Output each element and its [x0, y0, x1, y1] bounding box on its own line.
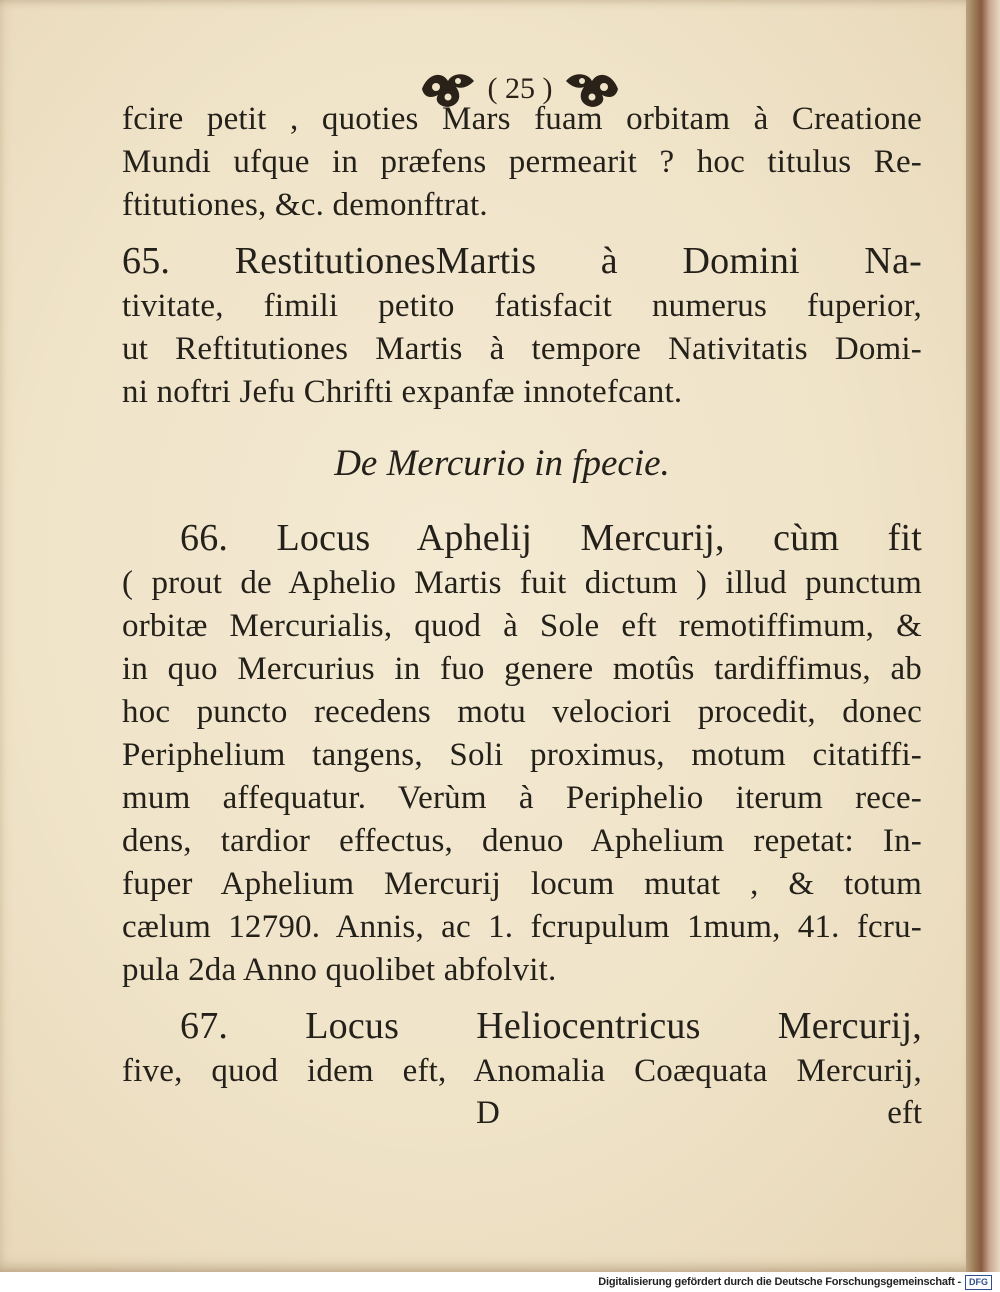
- text-line: in quo Mercurius in fuo genere motûs tardiffimus, ab: [122, 651, 922, 687]
- text-line: Mundi ufque in præfens permearit ? hoc titulus Re-: [122, 144, 922, 180]
- text-line: dens, tardior effectus, denuo Aphelium repetat: In-: [122, 823, 922, 859]
- text-line: orbitæ Mercurialis, quod à Sole eft remotiffimum, &: [122, 608, 922, 644]
- text-line: ut Reftitutiones Martis à tempore Nativitatis Domi-: [122, 331, 922, 367]
- section-65-first-line: 65. RestitutionesMartis à Domini Na-: [122, 240, 922, 282]
- text-line: ( prout de Aphelio Martis fuit dictum ) illud punctum: [122, 565, 922, 601]
- footer-credit: Digitalisierung gefördert durch die Deutsche Forschungsgemeinschaft -: [598, 1276, 961, 1288]
- dfg-logo: DFG: [965, 1275, 992, 1290]
- catchword: eft: [887, 1095, 922, 1131]
- text-line: Periphelium tangens, Soli proximus, motum citatiffi-: [122, 737, 922, 773]
- text-line: fcire petit , quoties Mars fuam orbitam à Creatione: [122, 101, 922, 137]
- signature-mark: D: [476, 1095, 500, 1131]
- text-line: mum affequatur. Verùm à Periphelio iterum rece-: [122, 780, 922, 816]
- text-line: five, quod idem eft, Anomalia Coæquata Mercurij,: [122, 1053, 922, 1089]
- text-line: pula 2da Anno quolibet abfolvit.: [122, 952, 557, 988]
- text-line: fuper Aphelium Mercurij locum mutat , & totum: [122, 866, 922, 902]
- signature-line: [122, 1093, 922, 1133]
- page-number: ( 25 ): [487, 72, 553, 105]
- text-line: hoc puncto recedens motu velociori procedit, donec: [122, 694, 922, 730]
- text-line: cælum 12790. Annis, ac 1. fcrupulum 1mum, 41. fcru-: [122, 909, 922, 945]
- section-67-first-line: 67. Locus Heliocentricus Mercurij,: [180, 1005, 922, 1047]
- section-66-first-line: 66. Locus Aphelij Mercurij, cùm fit: [180, 517, 922, 559]
- text-line: ftitutiones, &c. demonftrat.: [122, 187, 488, 223]
- footer-bar: [0, 1272, 1000, 1292]
- section-heading: De Mercurio in fpecie.: [334, 443, 670, 484]
- page-body: [122, 98, 922, 1133]
- text-line: tivitate, fimili petito fatisfacit numerus fuperior,: [122, 288, 922, 324]
- text-line: ni noftri Jefu Chrifti expanfæ innotefcant.: [122, 374, 683, 410]
- book-edge: [966, 0, 1000, 1272]
